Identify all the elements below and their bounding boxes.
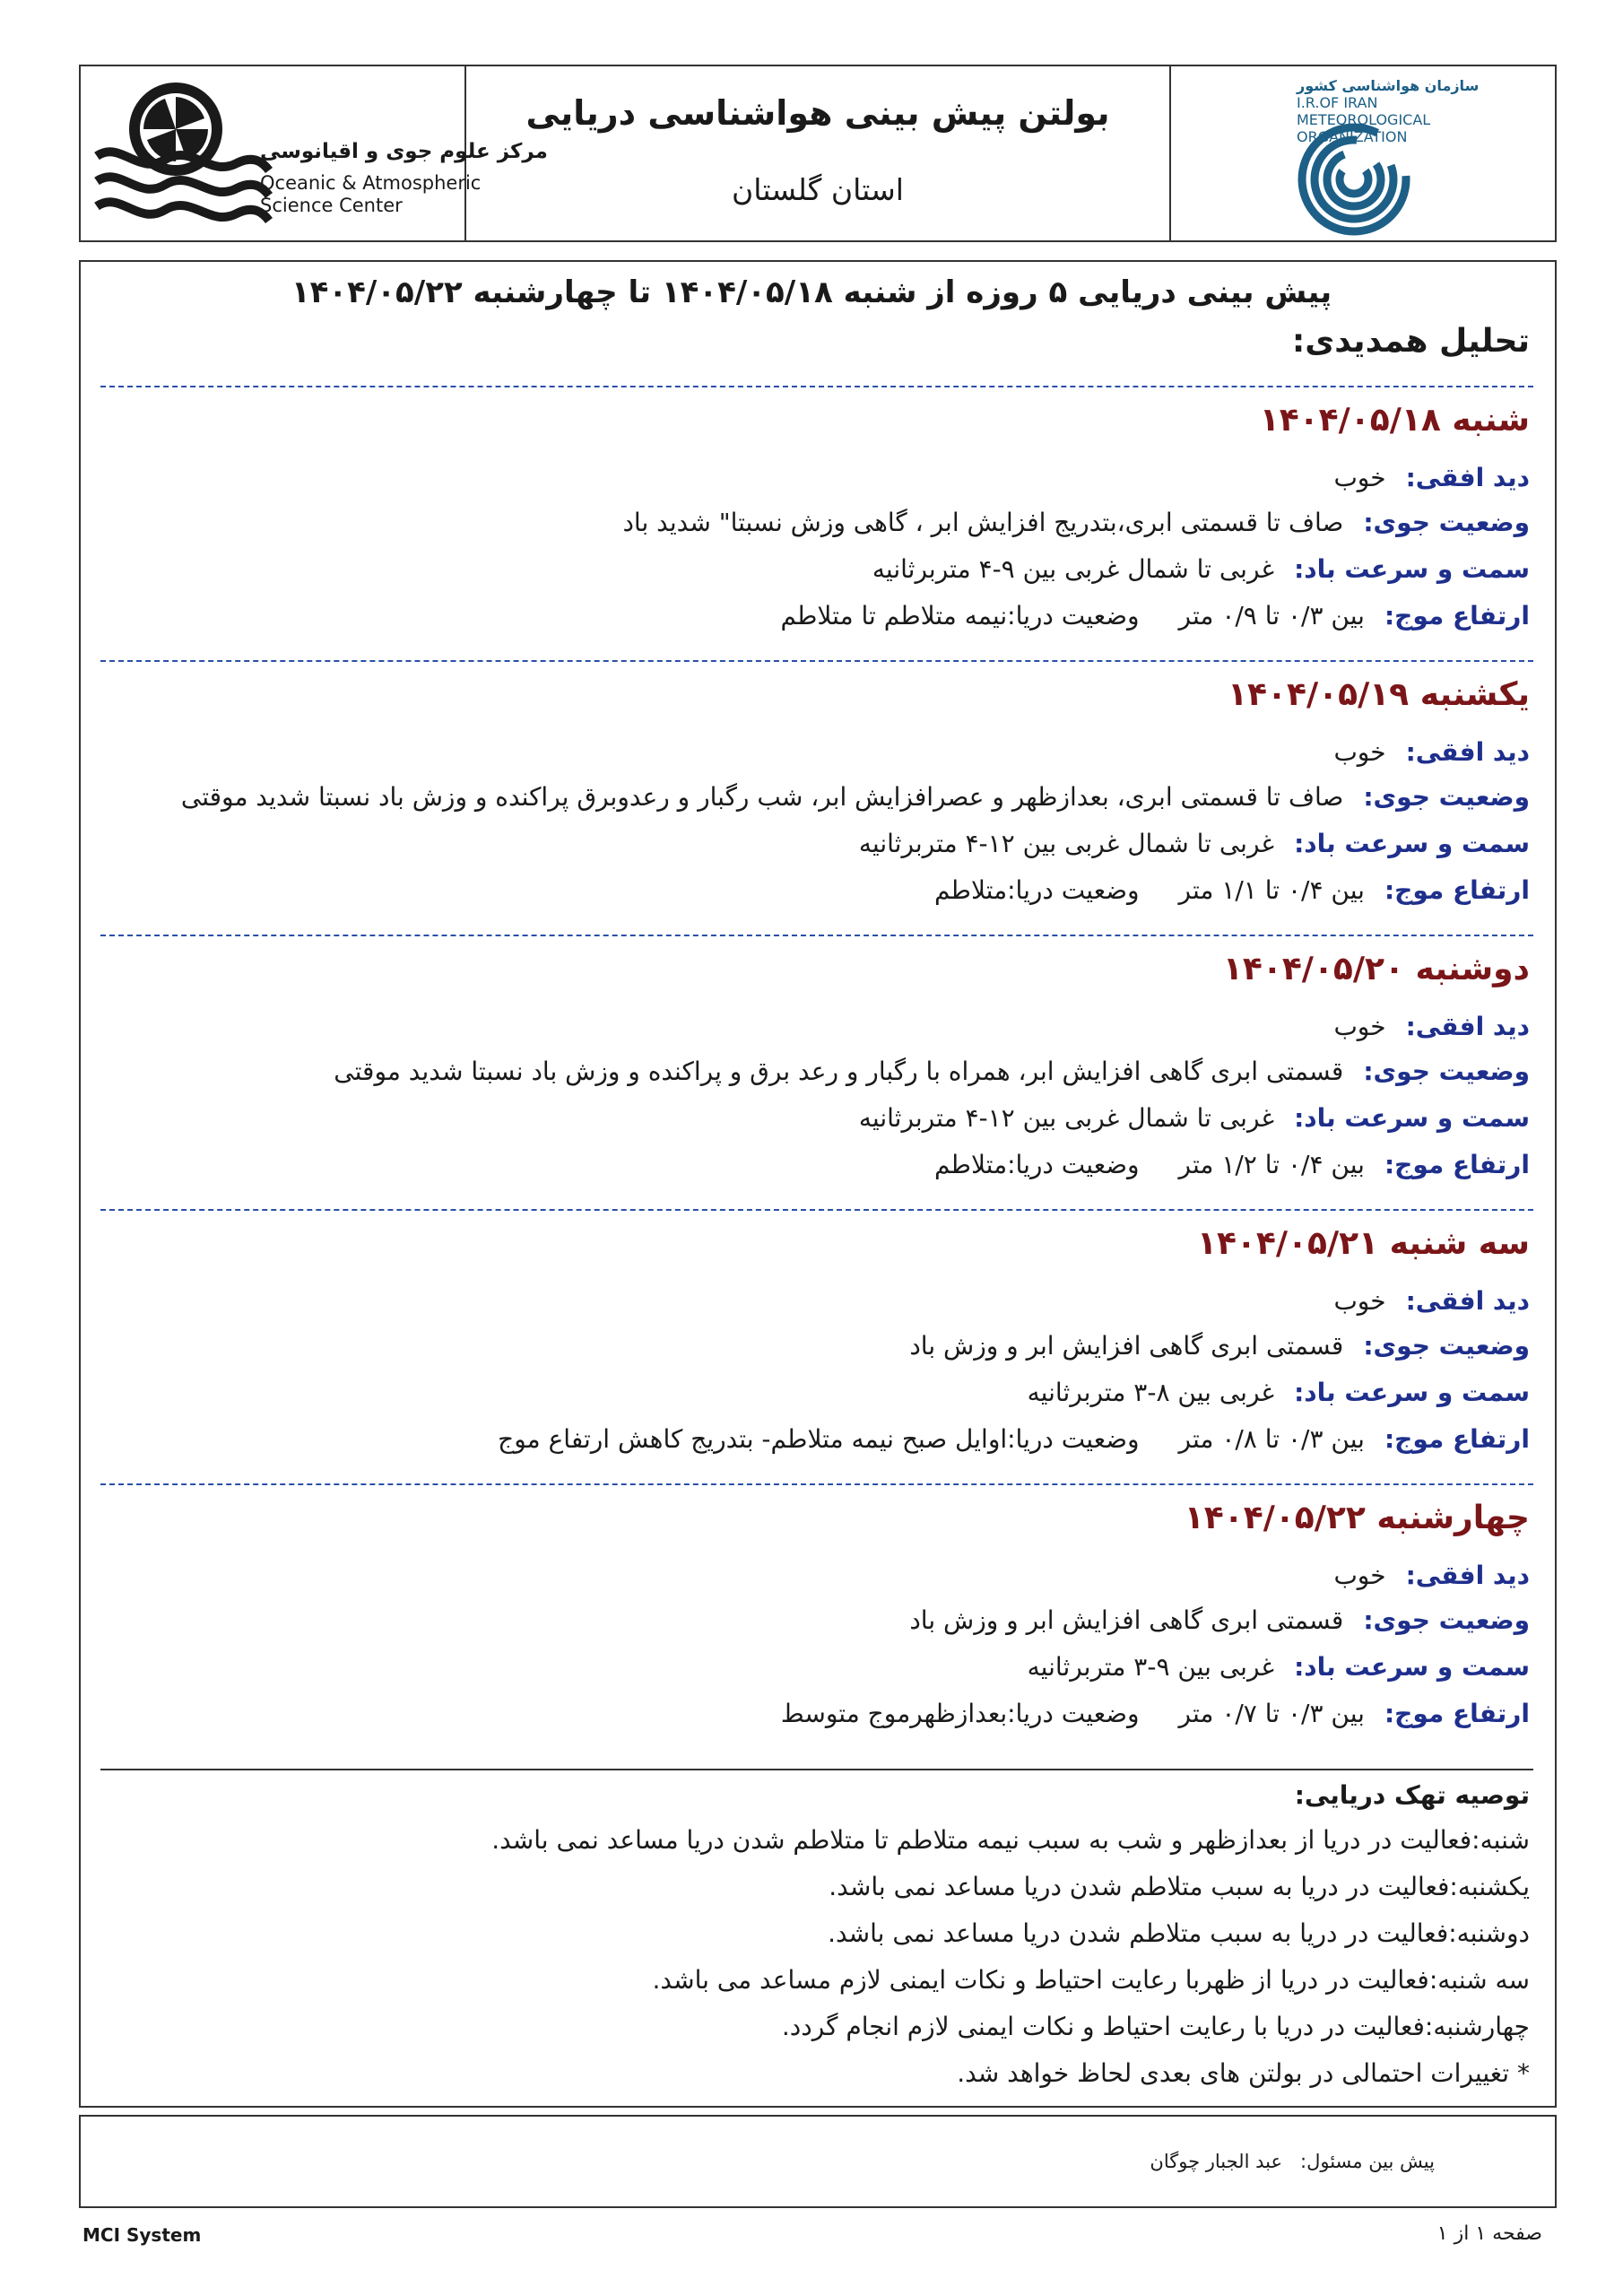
weather-value: صاف تا قسمتی ابری، بعدازظهر و عصرافزایش ابر، شب رگبار و رعدوبرق پراکنده و وزش باد نسبتا شدید موقتی — [180, 782, 1344, 812]
header-title-cell — [466, 66, 1171, 240]
wave-value: بین ۰/۴ تا ۱/۱ متر — [1178, 875, 1365, 905]
wave-value: بین ۰/۳ تا ۰/۸ متر — [1178, 1424, 1365, 1454]
wind-value: غربی تا شمال غربی بین ۱۲-۴ متربرثانیه — [858, 1103, 1275, 1133]
wind-value: غربی بین ۹-۳ متربرثانیه — [1027, 1652, 1275, 1682]
divider — [100, 386, 1533, 387]
weather-row — [622, 508, 1530, 537]
wind-row — [859, 829, 1530, 858]
wave-row — [498, 1424, 1530, 1454]
forecaster-label: پیش بین مسئول: — [1300, 2151, 1435, 2172]
bulletin-header — [79, 65, 1557, 242]
visibility-value: خوب — [1333, 463, 1386, 492]
advisory-line: چهارشنبه:فعالیت در دریا با رعایت احتیاط و نکات ایمنی لازم انجام گردد. — [781, 2012, 1530, 2041]
wind-row — [1028, 1652, 1530, 1682]
advisory-line: شنبه:فعالیت در دریا از بعدازظهر و شب به سبب نیمه متلاطم تا متلاطم شدن دریا مساعد نمی باشد. — [491, 1825, 1530, 1855]
sea-state: وضعیت دریا:نیمه متلاطم تا متلاطم — [780, 601, 1140, 631]
irimo-text: سازمان هواشناسی کشور I.R.OF IRAN METEOROLOGICAL ORGANIZATION — [1297, 77, 1480, 145]
wave-value: بین ۰/۳ تا ۰/۷ متر — [1178, 1699, 1365, 1728]
visibility-label: دید افقی: — [1405, 1561, 1530, 1590]
advisory-line: دوشنبه:فعالیت در دریا به سبب متلاطم شدن دریا مساعد نمی باشد. — [828, 1918, 1530, 1948]
bulletin-title: بولتن پیش بینی هواشناسی دریایی — [525, 93, 1110, 133]
visibility-label: دید افقی: — [1405, 737, 1530, 767]
sea-state: وضعیت دریا:اوایل صبح نیمه متلاطم- بتدریج کاهش ارتفاع موج — [498, 1424, 1140, 1454]
advisory-line: سه شنبه:فعالیت در دریا از ظهربا رعایت احتیاط و نکات ایمنی لازم مساعد می باشد. — [652, 1965, 1530, 1995]
weather-row — [909, 1605, 1530, 1635]
wind-value: غربی تا شمال غربی بین ۱۲-۴ متربرثانیه — [858, 829, 1275, 858]
wind-label: سمت و سرعت باد: — [1294, 554, 1530, 584]
visibility-label: دید افقی: — [1405, 463, 1530, 492]
forecaster-name: عبد الجبار چوگان — [1150, 2151, 1282, 2172]
wave-value: بین ۰/۴ تا ۱/۲ متر — [1178, 1150, 1365, 1179]
weather-value: قسمتی ابری گاهی افزایش ابر و وزش باد — [909, 1605, 1344, 1635]
wind-value: غربی تا شمال غربی بین ۹-۴ متربرثانیه — [872, 554, 1275, 584]
wave-row — [934, 875, 1530, 905]
wind-row — [872, 554, 1530, 584]
province-name: استان گلستان — [732, 172, 904, 207]
advisory-line: یکشنبه:فعالیت در دریا به سبب متلاطم شدن دریا مساعد نمی باشد. — [829, 1872, 1530, 1901]
wave-label: ارتفاع موج: — [1384, 1424, 1530, 1454]
weather-label: وضعیت جوی: — [1363, 1605, 1530, 1635]
wave-row — [781, 601, 1530, 631]
forecaster — [1150, 2151, 1435, 2172]
wave-label: ارتفاع موج: — [1384, 1699, 1530, 1728]
irimo-logo-cell — [1171, 66, 1555, 240]
weather-row — [181, 782, 1530, 812]
wave-label: ارتفاع موج: — [1384, 601, 1530, 631]
weather-label: وضعیت جوی: — [1363, 508, 1530, 537]
sea-state: وضعیت دریا:متلاطم — [934, 1150, 1140, 1179]
wind-value: غربی بین ۸-۳ متربرثانیه — [1027, 1378, 1275, 1407]
sea-state: وضعیت دریا:بعدازظهرموج متوسط — [780, 1699, 1140, 1728]
visibility-value: خوب — [1333, 1012, 1386, 1041]
weather-value: صاف تا قسمتی ابری،بتدریج افزایش ابر ، گاهی وزش نسبتا" شدید باد — [622, 508, 1344, 537]
wind-label: سمت و سرعت باد: — [1294, 1652, 1530, 1682]
wave-label: ارتفاع موج: — [1384, 1150, 1530, 1179]
wave-label: ارتفاع موج: — [1384, 875, 1530, 905]
wind-label: سمت و سرعت باد: — [1294, 1103, 1530, 1133]
day-heading: سه شنبه ۱۴۰۴/۰۵/۲۱ — [1196, 1225, 1530, 1262]
visibility-row — [1333, 737, 1530, 767]
weather-label: وضعیت جوی: — [1363, 1331, 1530, 1361]
wave-value: بین ۰/۳ تا ۰/۹ متر — [1178, 601, 1365, 631]
weather-value: قسمتی ابری گاهی افزایش ابر و وزش باد — [909, 1331, 1344, 1361]
oac-name-fa: مرکز علوم جوی و اقیانوسی — [260, 140, 548, 163]
visibility-value: خوب — [1333, 1561, 1386, 1590]
visibility-row — [1333, 1012, 1530, 1041]
oac-logo-cell — [81, 66, 548, 240]
day-heading: یکشنبه ۱۴۰۴/۰۵/۱۹ — [1228, 676, 1530, 713]
day-heading: دوشنبه ۱۴۰۴/۰۵/۲۰ — [1222, 951, 1530, 987]
synoptic-analysis-label: تحلیل همدیدی: — [1291, 323, 1530, 360]
visibility-value: خوب — [1333, 1286, 1386, 1316]
visibility-label: دید افقی: — [1405, 1012, 1530, 1041]
wave-row — [934, 1150, 1530, 1179]
visibility-row — [1333, 463, 1530, 492]
system-name: MCI System — [82, 2224, 202, 2246]
divider — [100, 660, 1533, 662]
wind-label: سمت و سرعت باد: — [1294, 829, 1530, 858]
weather-label: وضعیت جوی: — [1363, 1057, 1530, 1086]
divider — [100, 1209, 1533, 1211]
visibility-row — [1333, 1286, 1530, 1316]
weather-row — [909, 1331, 1530, 1361]
weather-label: وضعیت جوی: — [1363, 782, 1530, 812]
weather-value: قسمتی ابری گاهی افزایش ابر، همراه با رگبار و رعد برق و پراکنده و وزش باد نسبتا شدید موقتی — [334, 1057, 1344, 1086]
visibility-row — [1333, 1561, 1530, 1590]
forecast-title: پیش بینی دریایی ۵ روزه از شنبه ۱۴۰۴/۰۵/۱۸ تا چهارشنبه ۱۴۰۴/۰۵/۲۲ — [291, 274, 1332, 310]
weather-row — [334, 1057, 1530, 1086]
oac-name-en: Oceanic & Atmospheric Science Center — [260, 172, 482, 216]
sea-state: وضعیت دریا:متلاطم — [934, 875, 1140, 905]
visibility-label: دید افقی: — [1405, 1286, 1530, 1316]
advisory-divider — [100, 1769, 1533, 1770]
divider — [100, 935, 1533, 936]
day-heading: شنبه ۱۴۰۴/۰۵/۱۸ — [1259, 402, 1530, 439]
wave-row — [781, 1699, 1530, 1728]
wind-row — [1028, 1378, 1530, 1407]
wind-row — [859, 1103, 1530, 1133]
advisory-title: توصیه تهک دریایی: — [1294, 1780, 1530, 1810]
divider — [100, 1483, 1533, 1485]
visibility-value: خوب — [1333, 737, 1386, 767]
wind-label: سمت و سرعت باد: — [1294, 1378, 1530, 1407]
irimo-logo — [1171, 66, 1555, 244]
page-number: صفحه ۱ از ۱ — [1436, 2222, 1542, 2245]
day-heading: چهارشنبه ۱۴۰۴/۰۵/۲۲ — [1184, 1500, 1530, 1536]
advisory-line: * تغییرات احتمالی در بولتن های بعدی لحاظ خواهد شد. — [957, 2058, 1530, 2088]
